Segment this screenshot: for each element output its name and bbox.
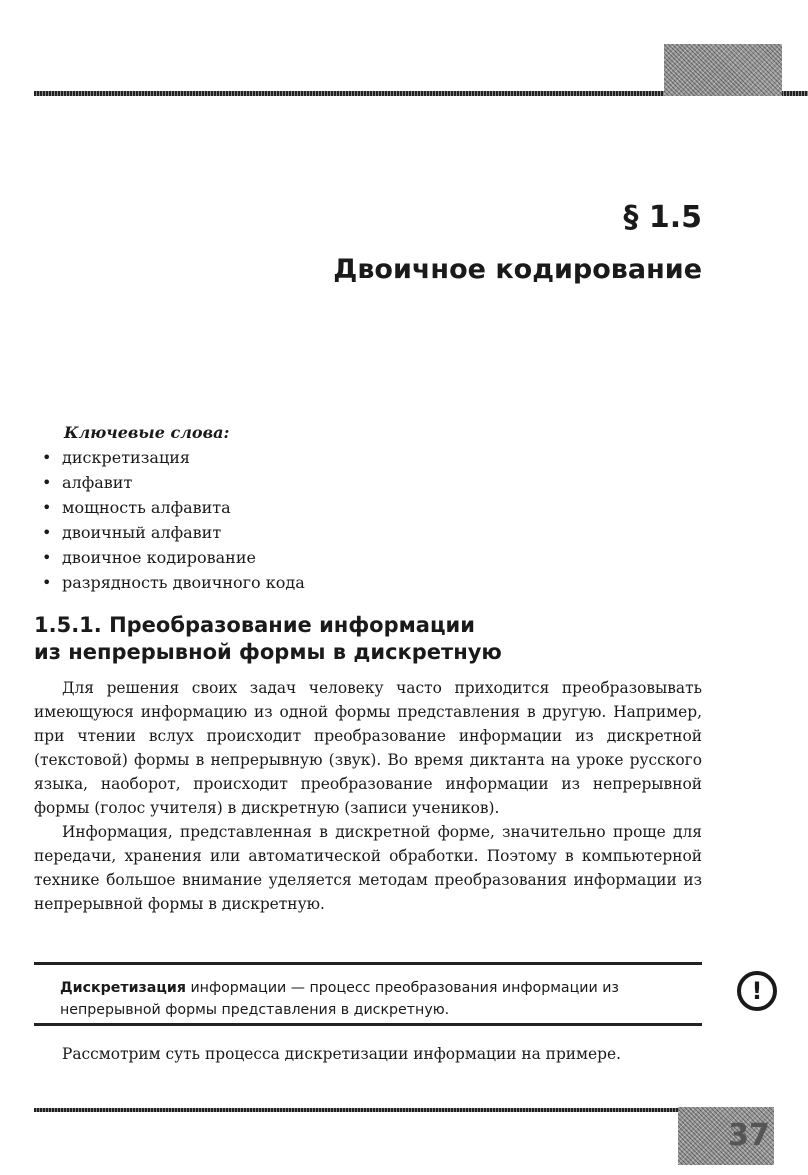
paragraph: Информация, представленная в дискретной форме, значительно проще для передачи, хранения или автоматической обработки. Поэтому в компьютерной технике большое внимание уделяется методам преобразования информации из непрерывной формы в дискретную. bbox=[34, 823, 702, 913]
subsection-title-line: из непрерывной формы в дискретную bbox=[34, 640, 502, 664]
paragraph: Для решения своих задач человеку часто приходится преобразовывать имеющуюся информацию из одной формы представления в другую. Например, при чтении вслух происходит преобразование информации из дискретной (текстовой) формы в непрерывную (звук). Во время диктанта на уроке русского языка, наоборот, происходит преобразование информации из непрерывной формы (голос учителя) в дискретную (записи учеников). bbox=[34, 679, 702, 817]
attention-icon: ! bbox=[737, 971, 777, 1011]
keyword-item: • дискретизация bbox=[40, 445, 640, 470]
footer-rule bbox=[34, 1108, 678, 1112]
keywords-block bbox=[40, 420, 640, 595]
keyword-item: • двоичное кодирование bbox=[40, 545, 640, 570]
keyword-item: • мощность алфавита bbox=[40, 495, 640, 520]
page-number: 37 bbox=[728, 1118, 770, 1153]
subsection-title-line: 1.5.1. Преобразование информации bbox=[34, 613, 475, 637]
body-text bbox=[34, 676, 702, 916]
definition-box bbox=[34, 962, 702, 1026]
definition-term: Дискретизация bbox=[60, 980, 186, 996]
keywords-title: Ключевые слова: bbox=[64, 423, 230, 442]
keywords-list bbox=[40, 445, 640, 595]
keyword-item: • алфавит bbox=[40, 470, 640, 495]
definition-text: информации — процесс преобразования информации из непрерывной формы представления в дискретную. bbox=[60, 980, 619, 1018]
section-number: § 1.5 bbox=[623, 200, 702, 235]
header-corner-block bbox=[664, 44, 782, 96]
subsection-title bbox=[34, 612, 714, 666]
chapter-title: Двоичное кодирование bbox=[333, 254, 702, 285]
closing-text: Рассмотрим суть процесса дискретизации информации на примере. bbox=[62, 1045, 621, 1063]
keyword-item: • разрядность двоичного кода bbox=[40, 570, 640, 595]
keyword-item: • двоичный алфавит bbox=[40, 520, 640, 545]
